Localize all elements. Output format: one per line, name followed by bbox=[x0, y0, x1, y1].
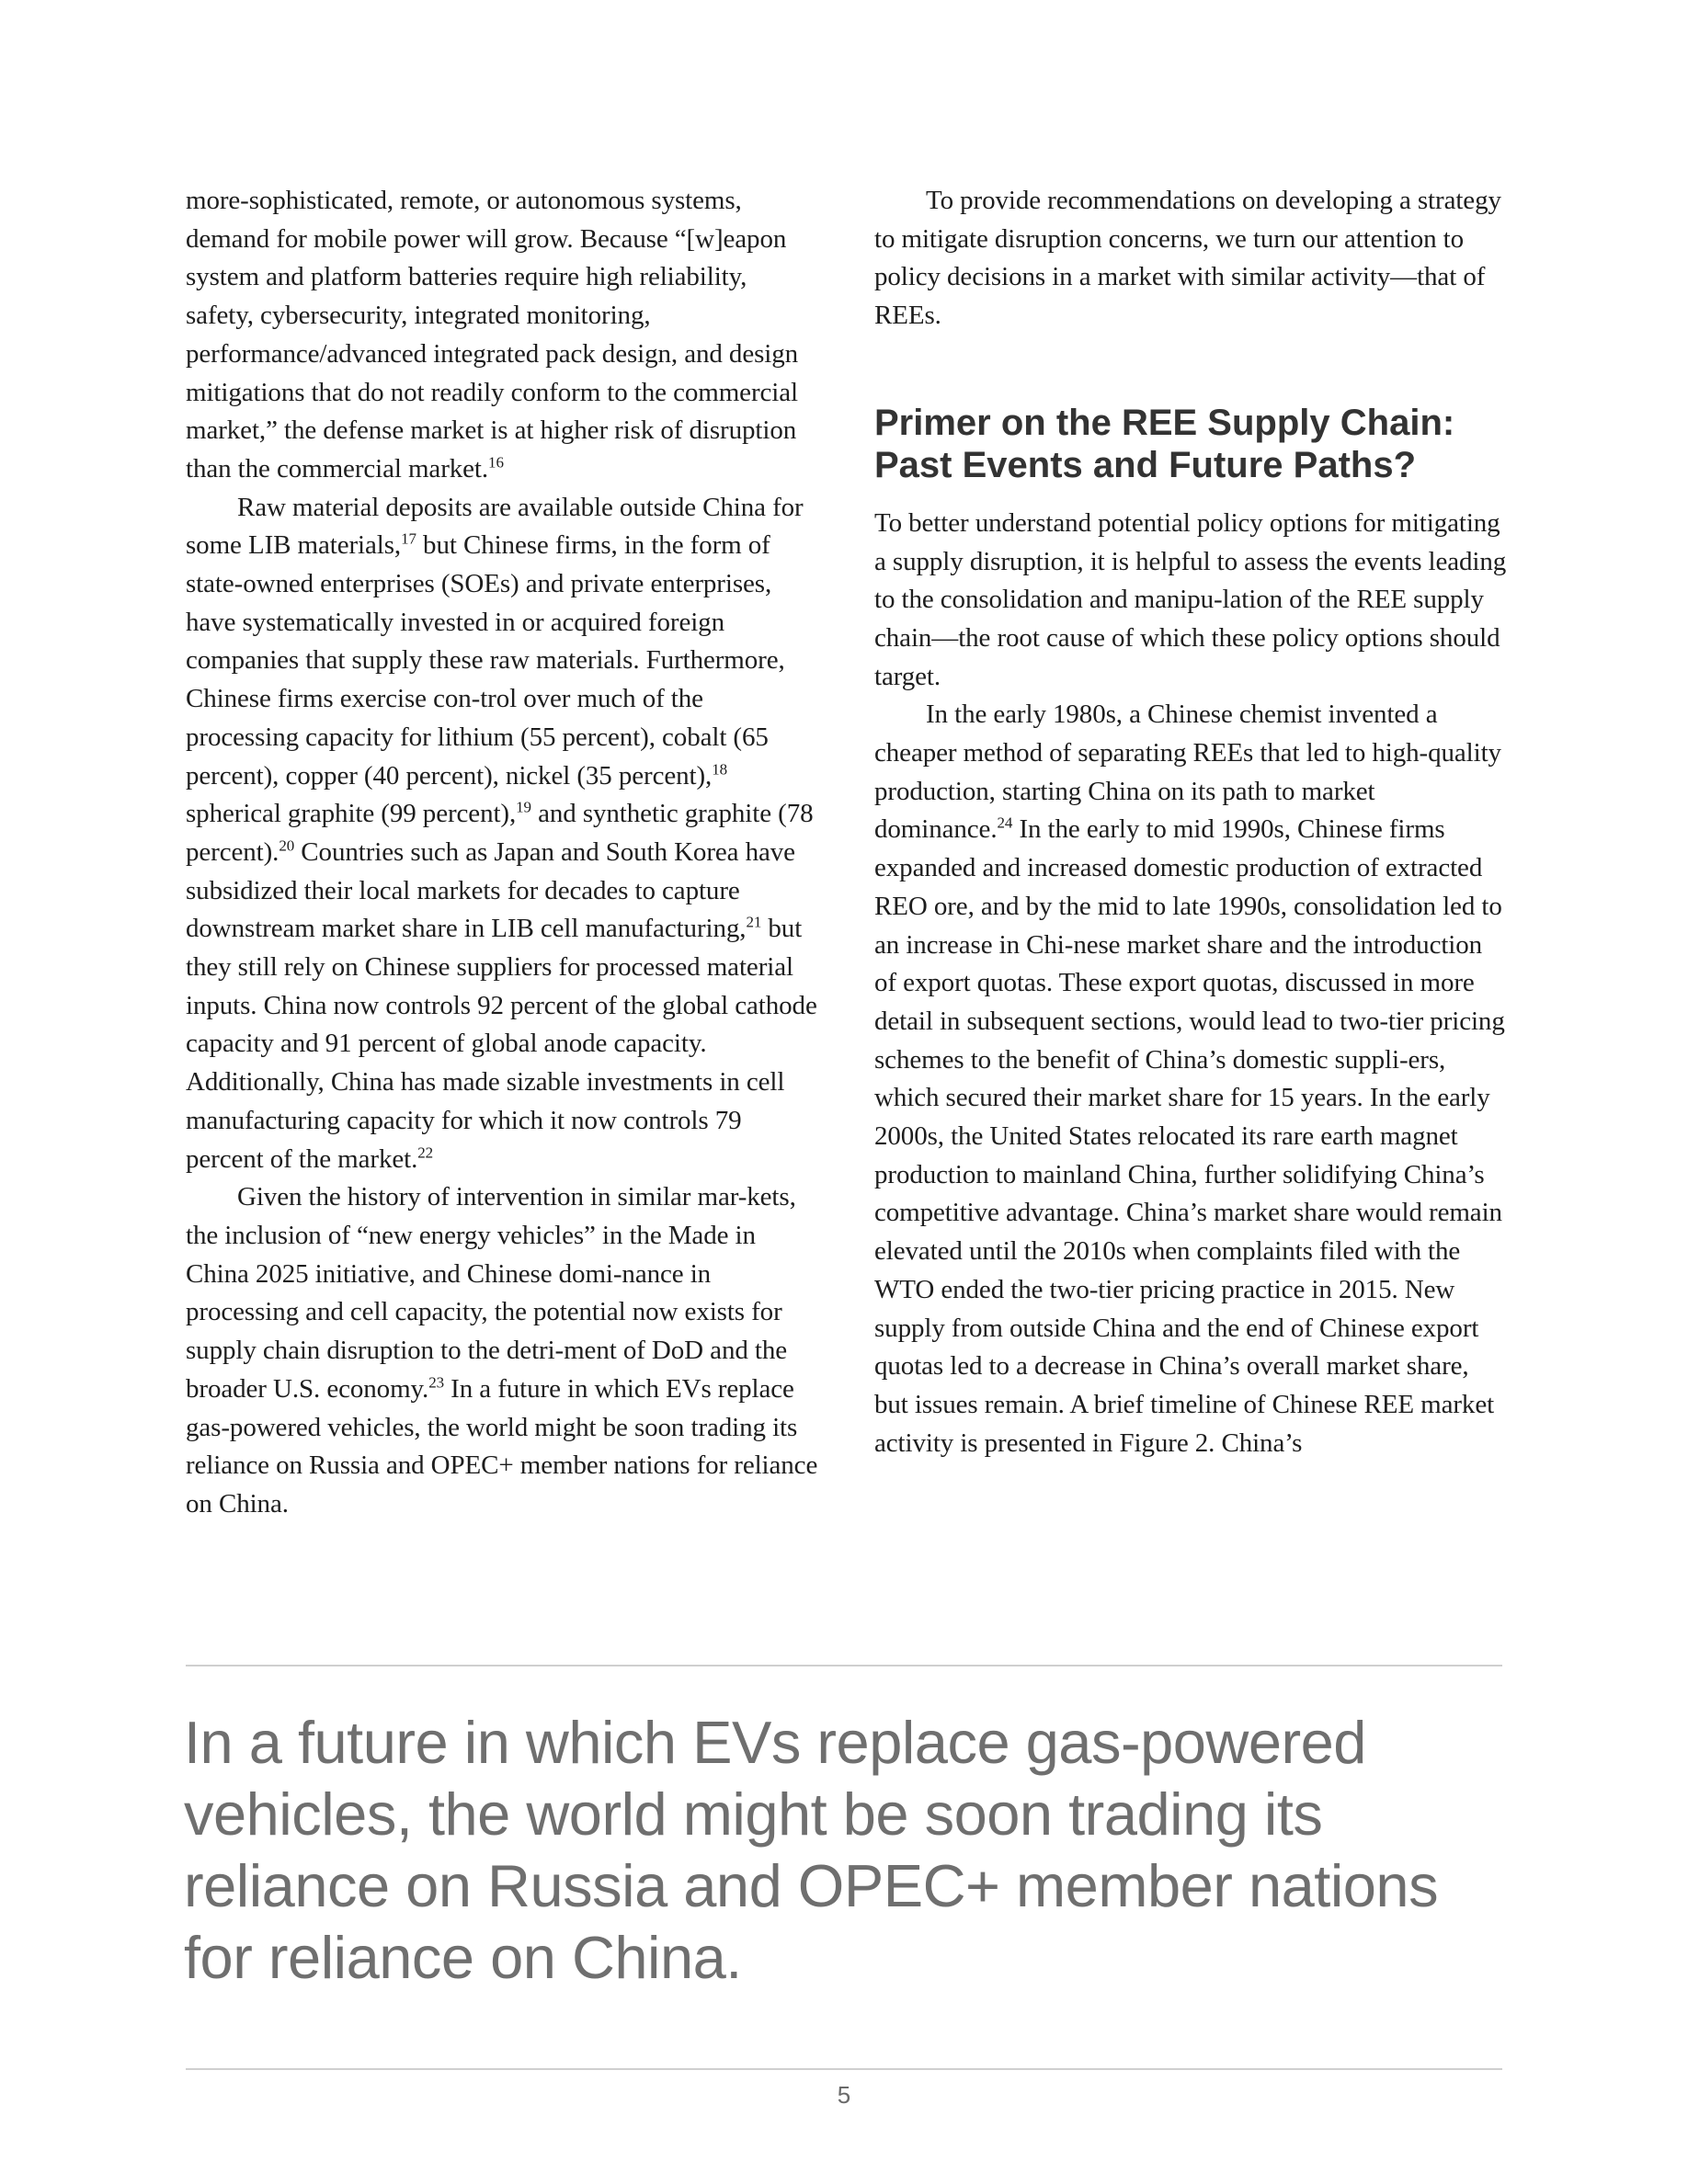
body-paragraph: In the early 1980s, a Chinese chemist invented a cheaper method of separating REEs that led to high-quality production, starting China on its path to market dominance.$^{24}$ In the early to mid 1990s, Chinese firms expanded and increased domestic production of extracted REO ore, and by the mid to late 1990s, consolidation led to an increase in Chi-nese market share and the introduction of export quotas. These export quotas, discussed in more detail in subsequent sections, would lead to two-tier pricing schemes to the benefit of China’s domestic suppli-ers, which secured their market share for 15 years. In the early 2000s, the United States relocated its rare earth magnet production to mainland China, further solidifying China’s competitive advantage. China’s market share would remain elevated until the 2010s when complaints filed with the WTO ended the two-tier pricing practice in 2015. New supply from outside China and the end of Chinese export quotas led to a decrease in China’s overall market share, but issues remain. A brief timeline of Chinese REE market activity is presented in Figure 2. China’s bbox=[874, 700, 1505, 1458]
footnote-ref[interactable]: 22 bbox=[417, 1143, 434, 1162]
right-column bbox=[874, 182, 1509, 1462]
divider-bottom bbox=[186, 2068, 1502, 2070]
section-heading: Primer on the REE Supply Chain: Past Events and Future Paths? bbox=[874, 402, 1455, 485]
body-paragraph: Given the history of intervention in similar mar-kets, the inclusion of “new energy vehicles” in the Made in China 2025 initiative, and Chinese domi-nance in processing and cell capacity, the potential now exists for supply chain disruption to the detri-ment of DoD and the broader U.S. economy.$^{23}$ In a future in which EVs replace gas-powered vehicles, the world might be soon trading its reliance on Russia and OPEC+ member nations for reliance on China. bbox=[186, 1182, 818, 1519]
body-paragraph: Raw material deposits are available outside China for some LIB materials,$^{17}$ but Chinese firms, in the form of state-owned enterprises (SOEs) and private enterprises, have systematically invested in or acquired foreign companies that supply these raw materials. Furthermore, Chinese firms exercise con-trol over much of the processing capacity for lithium (55 percent), cobalt (65 percent), copper (40 percent), nickel (35 percent),$^{18}$ spherical graphite (99 percent),$^{19}$ and synthetic graphite (78 percent).$^{20}$ Countries such as Japan and South Korea have subsidized their local markets for decades to capture downstream market share in LIB cell manufacturing,$^{21}$ but they still rely on Chinese suppliers for processed material inputs. China now controls 92 percent of the global cathode capacity and 91 percent of global anode capacity. Additionally, China has made sizable investments in cell manufacturing capacity for which it now controls 79 percent of the market.$^{22}$ bbox=[186, 492, 817, 1174]
footnote-ref[interactable]: 17 bbox=[401, 529, 416, 548]
footnote-ref[interactable]: 20 bbox=[279, 836, 295, 855]
footnote-ref[interactable]: 16 bbox=[488, 453, 504, 472]
body-paragraph: more-sophisticated, remote, or autonomous systems, demand for mobile power will grow. Because “[w]eapon system and platform batteries require high reliability, safety, cybersecurity, integrated monitoring, performance/advanced integrated pack design, and design mitigations that do not readily conform to the commercial market,” the defense market is at higher risk of disruption than the commercial market.$^{16}$ bbox=[186, 186, 799, 483]
footnote-ref[interactable]: 24 bbox=[997, 813, 1013, 832]
pull-quote: In a future in which EVs replace gas-powered vehicles, the world might be soon trading its reliance on Russia and OPEC+ member nations for reliance on China. bbox=[184, 1709, 1439, 1991]
body-paragraph: To better understand potential policy options for mitigating a supply disruption, it is helpful to assess the events leading to the consolidation and manipu-lation of the REE supply chain—the root cause of which these policy options should target. bbox=[874, 507, 1507, 691]
footnote-ref[interactable]: 18 bbox=[712, 760, 727, 779]
footnote-ref[interactable]: 19 bbox=[516, 798, 531, 816]
divider-top bbox=[186, 1665, 1502, 1666]
footnote-ref[interactable]: 23 bbox=[428, 1373, 445, 1392]
footnote-ref[interactable]: 21 bbox=[746, 913, 762, 931]
body-paragraph: To provide recommendations on developing a strategy to mitigate disruption concerns, we turn our attention to policy decisions in a market with similar activity—that of REEs. bbox=[874, 186, 1501, 331]
page-number: 5 bbox=[837, 2081, 851, 2109]
left-column bbox=[186, 182, 820, 1524]
